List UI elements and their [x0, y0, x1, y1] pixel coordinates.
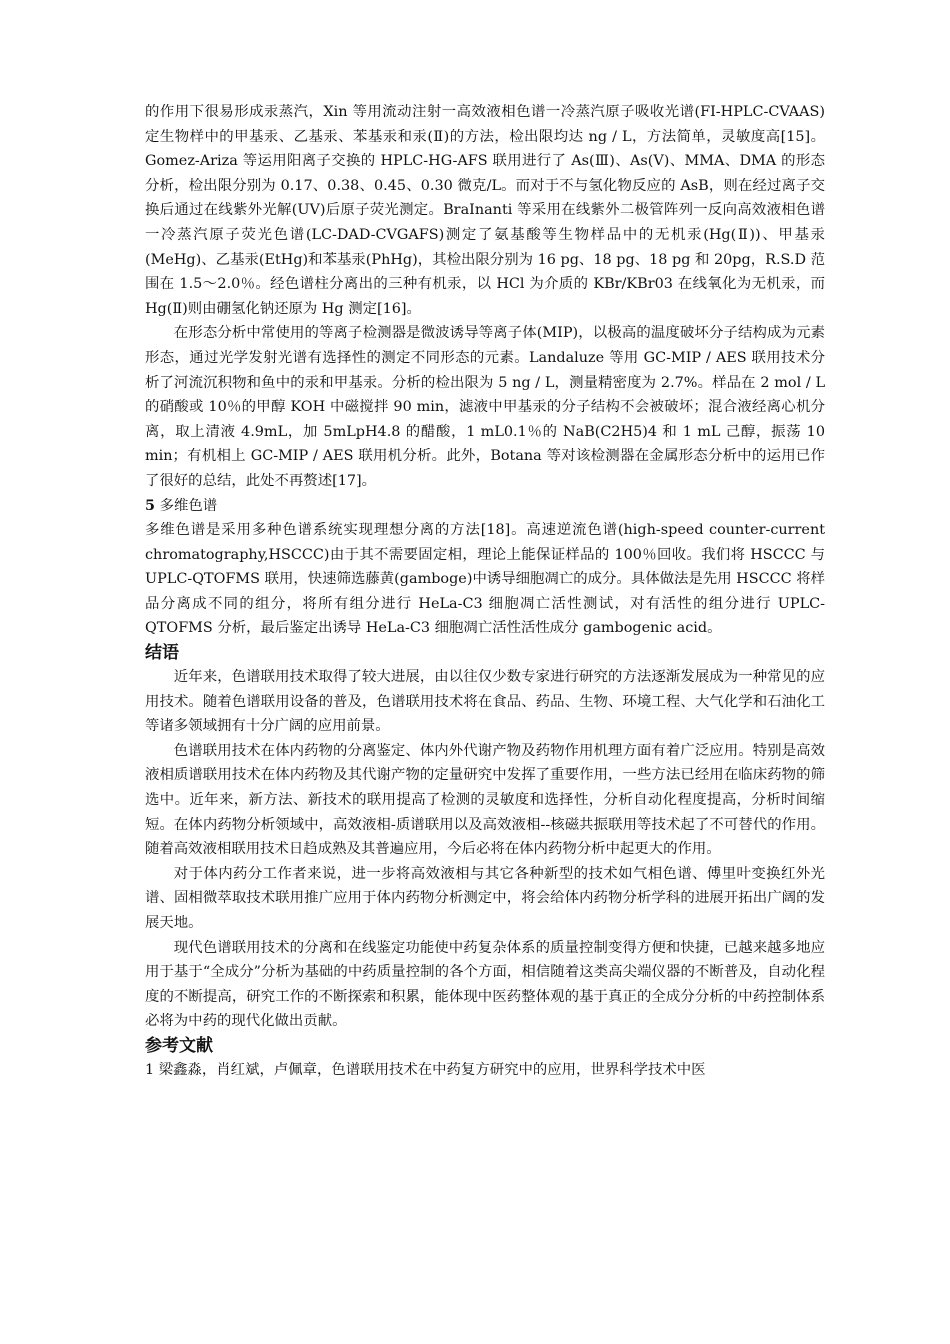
paragraph-mip-detector: 在形态分析中常使用的等离子检测器是微波诱导等离子体(MIP)，以极高的温度破坏分子结构成为元素形态，通过光学发射光谱有选择性的测定不同形态的元素。Landaluze 等用 GC-MIP / AES 联用技术分析了河流沉积物和鱼中的汞和甲基汞。分析的检出限为 5 ng / L，测量精密度为 2.7%。样品在 2 mol / L 的硝酸或 10％的甲醇 KOH 中磁搅拌 90 min，滤液中甲基汞的分子结构不会被破坏；混合液经离心机分离，取上清液 4.9mL，加 5mLpH4.8 的醋酸，1 mL0.1％的 NaB(C2H5)4 和 1 mL 己醇，振荡 10 min；有机相上 GC-MIP / AES 联用机分析。此外，Botana 等对该检测器在金属形态分析中的运用已作了很好的总结，此处不再赘述[17]。	[145, 325, 825, 489]
paragraph-forms-analysis: 的作用下很易形成汞蒸汽，Xin 等用流动注射一高效液相色谱一冷蒸汽原子吸收光谱(FI-HPLC-CVAAS) 定生物样中的甲基汞、乙基汞、苯基汞和汞(Ⅱ)的方法，检出限均达 ng / L，方法简单，灵敏度高[15]。Gomez-Ariza 等运用阳离子交换的 HPLC-HG-AFS 联用进行了 As(Ⅲ)、As(V)、MMA、DMA 的形态分析，检出限分别为 0.17、0.38、0.45、0.30 微克/L。而对于不与氢化物反应的 AsB，则在经过离子交换后通过在线紫外光解(UV)后原子荧光测定。BraInanti 等采用在线紫外二极管阵列一反向高效液相色谱一冷蒸汽原子荧光色谱(LC-DAD-CVGAFS)测定了氨基酸等生物样品中的无机汞(Hg(Ⅱ))、甲基汞(MeHg)、乙基汞(EtHg)和苯基汞(PhHg)，其检出限分别为 16 pg、18 pg、18 pg 和 20pg，R.S.D 范围在 1.5～2.0％。经色谱柱分离出的三种有机汞，以 HCl 为介质的 KBr/KBr03 在线氧化为无机汞，而 Hg(Ⅱ)则由硼氢化钠还原为 Hg 测定[16]。	[145, 104, 825, 317]
heading-conclusion: 结语	[145, 643, 179, 664]
reference-item: 1 梁鑫淼，肖红斌，卢佩章，色谱联用技术在中药复方研究中的应用，世界科学技术中医	[145, 1061, 706, 1078]
section-heading-multidimensional	[145, 494, 825, 519]
paragraph-conclusion-4: 现代色谱联用技术的分离和在线鉴定功能使中药复杂体系的质量控制变得方便和快捷，已越来越多地应用于基于“全成分”分析为基础的中药质量控制的各个方面，相信随着这类高尖端仪器的不断普及，自动化程度的不断提高，研究工作的不断探索和积累，能体现中医药整体观的基于真正的全成分分析的中药控制体系必将为中药的现代化做出贡献。	[145, 939, 825, 1030]
paragraph-conclusion-3: 对于体内药分工作者来说，进一步将高效液相与其它各种新型的技术如气相色谱、傅里叶变换红外光谱、固相微萃取技术联用推广应用于体内药物分析测定中，将会给体内药物分析学科的进展开拓出广阔的发展天地。	[145, 865, 825, 931]
paragraph-multidimensional: 多维色谱是采用多种色谱系统实现理想分离的方法[18]。高速逆流色谱(high-speed counter-current chromatography,HSCCC)由于其不需要固定相，理论上能保证样品的 100％回收。我们将 HSCCC 与 UPLC-QTOFMS 联用，快速筛选藤黄(gamboge)中诱导细胞凋亡的成分。具体做法是先用 HSCCC 将样品分离成不同的组分，将所有组分进行 HeLa-C3 细胞凋亡活性测试，对有活性的组分进行 UPLC-QTOFMS 分析，最后鉴定出诱导 HeLa-C3 细胞凋亡活性活性成分 gambogenic acid。	[145, 522, 825, 637]
document-page	[145, 100, 825, 1083]
section-number: 5	[145, 496, 156, 514]
paragraph-conclusion-1: 近年来，色谱联用技术取得了较大进展，由以往仅少数专家进行研究的方法逐渐发展成为一种常见的应用技术。随着色谱联用设备的普及，色谱联用技术将在食品、药品、生物、环境工程、大气化学和石油化工等诸多领域拥有十分广阔的应用前景。	[145, 669, 825, 735]
paragraph-conclusion-2: 色谱联用技术在体内药物的分离鉴定、体内外代谢产物及药物作用机理方面有着广泛应用。特别是高效液相质谱联用技术在体内药物及其代谢产物的定量研究中发挥了重要作用，一些方法已经用在临床药物的筛选中。近年来，新方法、新技术的联用提高了检测的灵敏度和选择性，分析自动化程度提高，分析时间缩短。在体内药物分析领域中，高效液相-质谱联用以及高效液相--核磁共振联用等技术起了不可替代的作用。随着高效液相联用技术日趋成熟及其普遍应用，今后必将在体内药物分析中起更大的作用。	[145, 742, 825, 858]
heading-references: 参考文献	[145, 1035, 213, 1056]
section-title: 多维色谱	[155, 497, 218, 514]
